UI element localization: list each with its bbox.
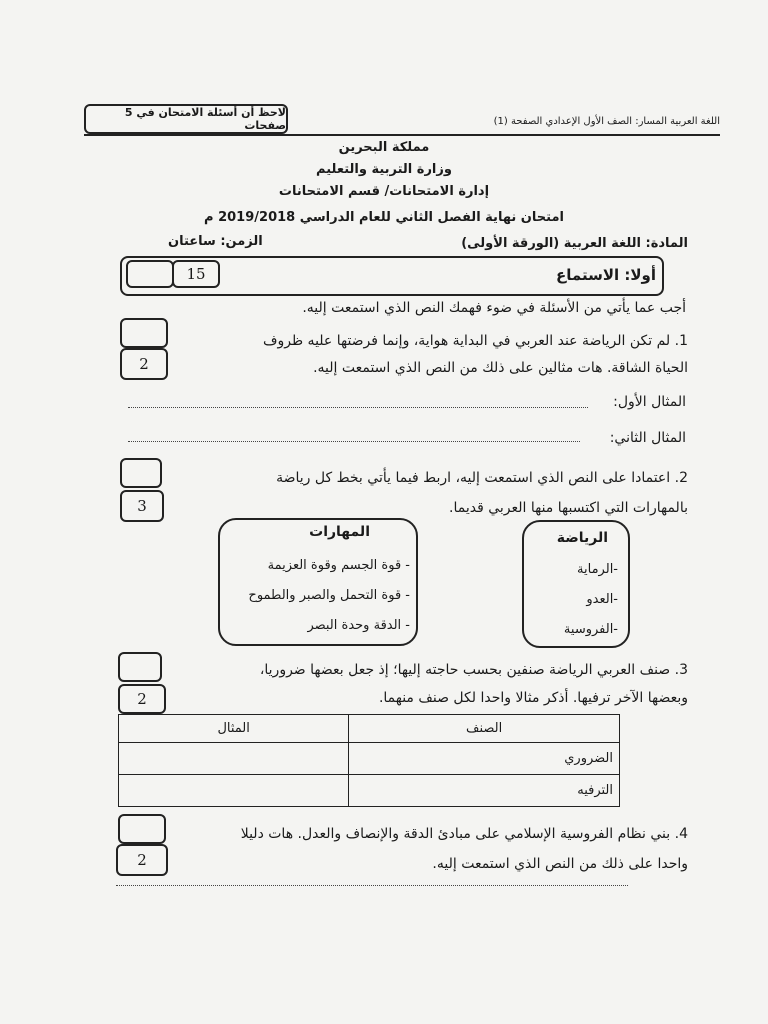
q3-score: 2 (118, 684, 166, 714)
q3-answer-box (118, 652, 162, 682)
skill-item: - الدقة وحدة البصر (307, 618, 410, 633)
q4-score: 2 (116, 844, 168, 876)
ministry-title: وزارة التربية والتعليم (316, 162, 452, 177)
q1-score: 2 (120, 348, 168, 380)
q2-text-line2: بالمهارات التي اكتسبها منها العربي قديما. (449, 500, 688, 516)
kingdom-title: مملكة البحرين (338, 140, 430, 155)
table-row-label: الضروري (349, 743, 620, 775)
q2-score: 3 (120, 490, 164, 522)
q4-answer-box (118, 814, 166, 844)
q1-example2-label: المثال الثاني: (609, 430, 686, 446)
table-header-example: المثال (119, 715, 349, 743)
classification-table (118, 714, 620, 807)
sport-item: -الرماية (577, 562, 618, 577)
section-answer-box (126, 260, 174, 288)
subject-label: المادة: اللغة العربية (الورقة الأولى) (461, 236, 688, 251)
table-header-type: الصنف (349, 715, 620, 743)
q1-text-line2: الحياة الشاقة. هات مثالين على ذلك من النص الذي استمعت إليه. (313, 360, 688, 376)
exam-title: امتحان نهاية الفصل الثاني للعام الدراسي 2019/2018 م (204, 210, 564, 225)
q3-text-line2: وبعضها الآخر ترفيها. أذكر مثالا واحدا لكل صنف منهما. (378, 690, 688, 706)
q1-example1-label: المثال الأول: (613, 394, 686, 410)
intro-text: أجب عما يأتي من الأسئلة في ضوء فهمك النص الذي استمعت إليه. (302, 300, 686, 316)
section-title: أولا: الاستماع (556, 266, 656, 284)
q2-answer-box (120, 458, 162, 488)
q2-text-line1: 2. اعتمادا على النص الذي استمعت إليه، اربط فيما يأتي بخط كل رياضة (276, 470, 688, 486)
skill-item: - قوة الجسم وقوة العزيمة (267, 558, 410, 573)
q1-example2-line[interactable] (128, 440, 580, 442)
header-divider (84, 134, 720, 136)
table-cell-answer[interactable] (119, 775, 349, 807)
sport-item: -العدو (586, 592, 618, 607)
q4-answer-line[interactable] (116, 884, 628, 886)
department-title: إدارة الامتحانات/ قسم الامتحانات (278, 184, 490, 199)
table-row-label: الترفيه (349, 775, 620, 807)
skills-title: المهارات (309, 524, 370, 540)
sports-title: الرياضة (556, 530, 608, 546)
q1-example1-line[interactable] (128, 406, 588, 408)
time-label: الزمن: ساعتان (168, 234, 263, 249)
q4-text-line1: 4. بني نظام الفروسية الإسلامي على مبادئ الدقة والإنصاف والعدل. هات دليلا (240, 826, 688, 842)
exam-pages-notice: لاحظ أن أسئلة الامتحان في 5 صفحات (84, 104, 288, 134)
q3-text-line1: 3. صنف العربي الرياضة صنفين بحسب حاجته إليها؛ إذ جعل بعضها ضروريا، (259, 662, 688, 678)
q1-text-line1: 1. لم تكن الرياضة عند العربي في البداية هواية، وإنما فرضتها عليه ظروف (262, 333, 688, 349)
q4-text-line2: واحدا على ذلك من النص الذي استمعت إليه. (432, 856, 688, 872)
sport-item: -الفروسية (563, 622, 618, 637)
section-score: 15 (172, 260, 220, 288)
table-cell-answer[interactable] (119, 743, 349, 775)
q1-answer-box (120, 318, 168, 348)
skill-item: - قوة التحمل والصبر والطموح (248, 588, 410, 603)
page-info: اللغة العربية المسار: الصف الأول الإعدادي الصفحة (1) (493, 116, 720, 127)
